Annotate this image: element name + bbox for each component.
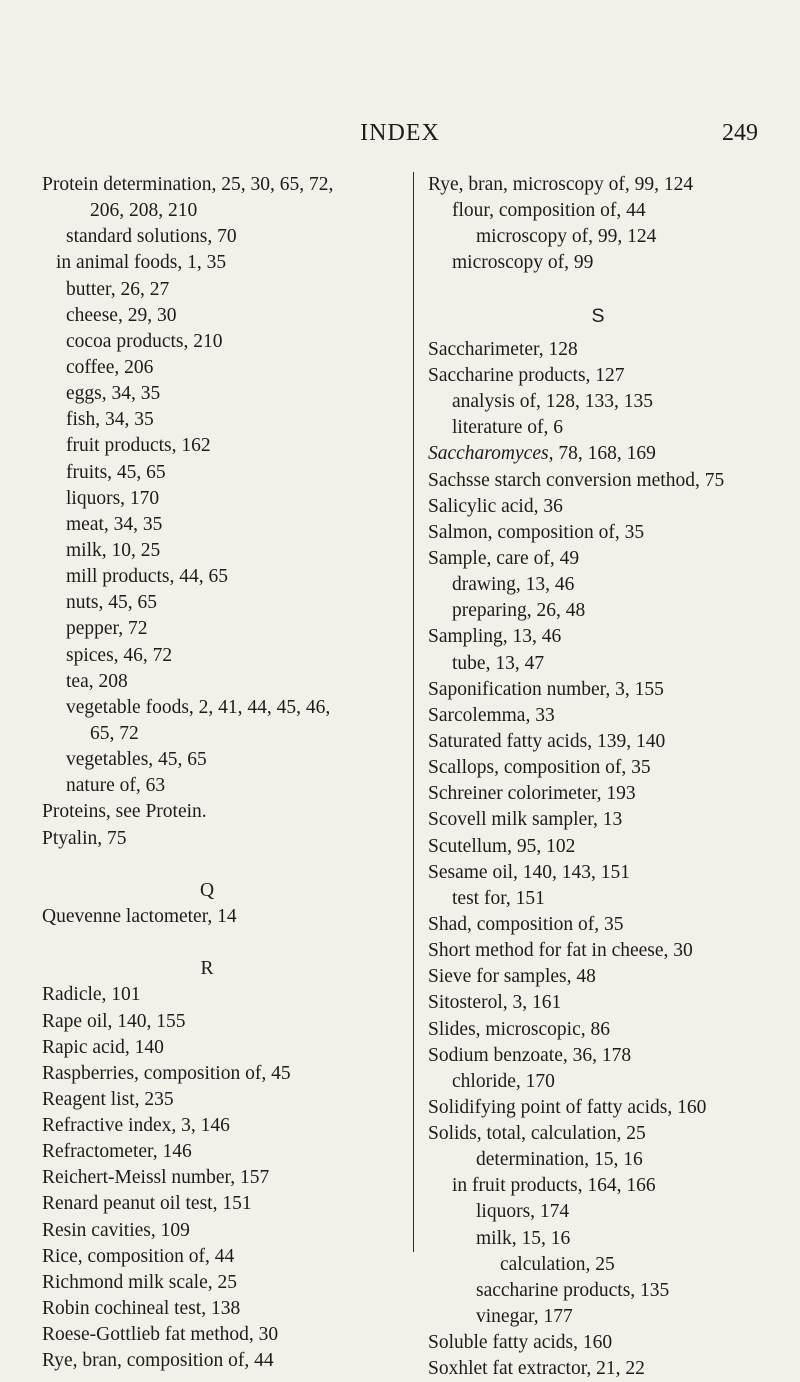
index-entry: Ptyalin, 75 bbox=[42, 827, 127, 849]
index-entry: in fruit products, 164, 166 bbox=[452, 1175, 656, 1197]
index-entry bbox=[428, 441, 768, 467]
index-entry: Refractive index, 3, 146 bbox=[42, 1115, 230, 1137]
index-entry: 206, 208, 210 bbox=[90, 200, 198, 222]
index-entry: vegetable foods, 2, 41, 44, 45, 46, bbox=[66, 696, 331, 718]
index-entry: liquors, 174 bbox=[476, 1201, 570, 1223]
section-letter-q: Q bbox=[199, 879, 215, 901]
index-entry: Schreiner colorimeter, 193 bbox=[428, 783, 636, 805]
index-entry: Robin cochineal test, 138 bbox=[42, 1298, 241, 1320]
index-entry: Sarcolemma, 33 bbox=[428, 704, 555, 726]
index-entry: liquors, 170 bbox=[66, 487, 160, 509]
index-entry-italic: Saccharomyces bbox=[428, 443, 549, 465]
index-entry: Sesame oil, 140, 143, 151 bbox=[428, 861, 631, 883]
index-entry: tube, 13, 47 bbox=[452, 652, 545, 674]
index-entry: Saponification number, 3, 155 bbox=[428, 678, 664, 700]
index-entry: Solids, total, calculation, 25 bbox=[428, 1123, 646, 1145]
index-entry: Proteins, see Protein. bbox=[42, 801, 207, 823]
index-entry: Refractometer, 146 bbox=[42, 1141, 192, 1163]
section-letter-s: S bbox=[591, 304, 605, 327]
index-entry: tea, 208 bbox=[66, 670, 128, 692]
index-entry: Sampling, 13, 46 bbox=[428, 626, 562, 648]
index-entry: mill products, 44, 65 bbox=[66, 566, 228, 588]
index-entry: Rape oil, 140, 155 bbox=[42, 1010, 186, 1032]
index-entry: vegetables, 45, 65 bbox=[66, 749, 207, 771]
index-entry: Raspberries, composition of, 45 bbox=[42, 1062, 291, 1084]
index-entry: nature of, 63 bbox=[66, 775, 166, 797]
index-entry: drawing, 13, 46 bbox=[452, 574, 575, 596]
index-entry: Slides, microscopic, 86 bbox=[428, 1018, 610, 1040]
index-entry: Shad, composition of, 35 bbox=[428, 913, 624, 935]
column-divider bbox=[413, 172, 414, 1252]
index-entry: Quevenne lactometer, 14 bbox=[42, 905, 237, 927]
index-entry: chloride, 170 bbox=[452, 1070, 555, 1092]
index-entry: Scallops, composition of, 35 bbox=[428, 757, 651, 779]
index-entry: Solidifying point of fatty acids, 160 bbox=[428, 1096, 707, 1118]
index-entry: Renard peanut oil test, 151 bbox=[42, 1193, 252, 1215]
index-entry: eggs, 34, 35 bbox=[66, 383, 161, 405]
index-entry: Rye, bran, microscopy of, 99, 124 bbox=[428, 174, 694, 195]
index-entry-pages: , 78, 168, 169 bbox=[548, 443, 656, 465]
right-column bbox=[428, 172, 768, 1382]
index-entry: coffee, 206 bbox=[66, 356, 154, 378]
index-entry: spices, 46, 72 bbox=[66, 644, 173, 666]
index-entry: Rapic acid, 140 bbox=[42, 1036, 164, 1058]
page-number: 249 bbox=[722, 120, 758, 146]
index-entry: Rye, bran, composition of, 44 bbox=[42, 1350, 274, 1372]
index-entry: Roese-Gottlieb fat method, 30 bbox=[42, 1324, 279, 1346]
index-entry: calculation, 25 bbox=[500, 1253, 615, 1275]
index-entry: in animal foods, 1, 35 bbox=[56, 252, 227, 274]
index-entry: milk, 15, 16 bbox=[476, 1227, 571, 1249]
index-entry: analysis of, 128, 133, 135 bbox=[452, 391, 653, 413]
index-entry: fruit products, 162 bbox=[66, 435, 211, 457]
index-entry: Soxhlet fat extractor, 21, 22 bbox=[428, 1358, 645, 1380]
index-entry: Saturated fatty acids, 139, 140 bbox=[428, 730, 666, 752]
index-entry: 65, 72 bbox=[90, 722, 139, 744]
index-entry: Protein determination, 25, 30, 65, 72, bbox=[42, 174, 334, 195]
index-entry: meat, 34, 35 bbox=[66, 513, 163, 535]
index-entry: Saccharine products, 127 bbox=[428, 364, 625, 386]
index-entry: Reagent list, 235 bbox=[42, 1088, 174, 1110]
index-entry: cocoa products, 210 bbox=[66, 330, 223, 352]
index-entry: Sachsse starch conversion method, 75 bbox=[428, 469, 725, 491]
index-entry: nuts, 45, 65 bbox=[66, 592, 158, 614]
index-entry: preparing, 26, 48 bbox=[452, 600, 586, 622]
index-entry: Scovell milk sampler, 13 bbox=[428, 809, 623, 831]
index-entry: milk, 10, 25 bbox=[66, 539, 161, 561]
index-entry: pepper, 72 bbox=[66, 618, 148, 640]
index-entry: fruits, 45, 65 bbox=[66, 461, 166, 483]
index-entry: Salmon, composition of, 35 bbox=[428, 521, 645, 543]
index-entry: Short method for fat in cheese, 30 bbox=[428, 940, 693, 962]
index-entry: fish, 34, 35 bbox=[66, 409, 154, 431]
index-entry: Sitosterol, 3, 161 bbox=[428, 992, 562, 1014]
index-entry: Richmond milk scale, 25 bbox=[42, 1271, 237, 1293]
index-entry: test for, 151 bbox=[452, 887, 545, 909]
index-entry: Reichert-Meissl number, 157 bbox=[42, 1167, 270, 1189]
index-entry: standard solutions, 70 bbox=[66, 226, 237, 248]
index-entry: Rice, composition of, 44 bbox=[42, 1245, 235, 1267]
index-entry: literature of, 6 bbox=[452, 417, 563, 439]
index-entry: Resin cavities, 109 bbox=[42, 1219, 190, 1241]
page-header bbox=[40, 118, 760, 154]
left-column bbox=[42, 172, 372, 1374]
index-entry: Sample, care of, 49 bbox=[428, 547, 580, 569]
index-entry: determination, 15, 16 bbox=[476, 1149, 643, 1171]
index-entry: Soluble fatty acids, 160 bbox=[428, 1332, 613, 1354]
index-entry: Saccharimeter, 128 bbox=[428, 338, 578, 360]
index-entry: microscopy of, 99, 124 bbox=[476, 226, 657, 248]
index-entry: butter, 26, 27 bbox=[66, 278, 170, 300]
page-title: INDEX bbox=[360, 120, 440, 146]
index-entry: flour, composition of, 44 bbox=[452, 200, 646, 222]
index-entry: microscopy of, 99 bbox=[452, 252, 594, 274]
index-entry: Sodium benzoate, 36, 178 bbox=[428, 1044, 632, 1066]
index-entry: vinegar, 177 bbox=[476, 1306, 573, 1328]
index-entry: Radicle, 101 bbox=[42, 984, 141, 1006]
index-entry: saccharine products, 135 bbox=[476, 1279, 670, 1301]
index-entry: Scutellum, 95, 102 bbox=[428, 835, 576, 857]
index-entry: cheese, 29, 30 bbox=[66, 304, 177, 326]
index-entry: Sieve for samples, 48 bbox=[428, 966, 596, 988]
section-letter-r: R bbox=[200, 958, 214, 980]
index-entry: Salicylic acid, 36 bbox=[428, 495, 563, 517]
